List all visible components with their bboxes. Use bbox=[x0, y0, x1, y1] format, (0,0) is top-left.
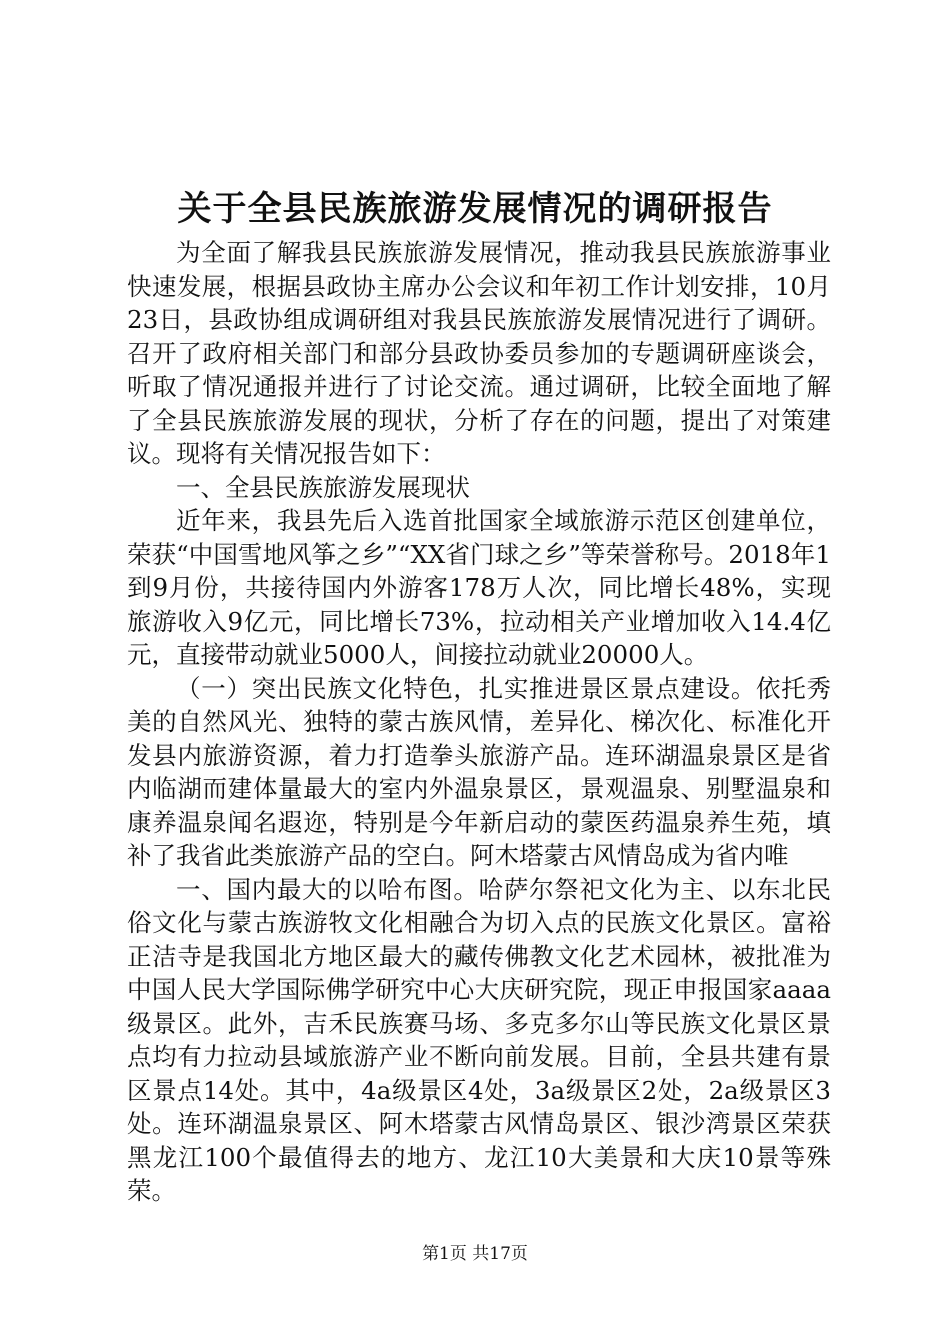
intro-paragraph: 为全面了解我县民族旅游发展情况，推动我县民族旅游事业快速发展，根据县政协主席办公会议和年初工作计划安排，10月23日，县政协组成调研组对我县民族旅游发展情况进行了调研。召开了政府相关部门和部分县政协委员参加的专题调研座谈会，听取了情况通报并进行了讨论交流。通过调研，比较全面地了解了全县民族旅游发展的现状，分析了存在的问题，提出了对策建议。现将有关情况报告如下： bbox=[127, 238, 831, 468]
cultural-scenic-paragraph: 一、国内最大的以哈布图。哈萨尔祭祀文化为主、以东北民俗文化与蒙古族游牧文化相融合为切入点的民族文化景区。富裕正洁寺是我国北方地区最大的藏传佛教文化艺术园林，被批准为中国人民大学国际佛学研究中心大庆研究院，现正申报国家aaaa级景区。此外，吉禾民族赛马场、多克多尔山等民族文化景区景点均有力拉动县域旅游产业不断向前发展。目前，全县共建有景区景点14处。其中，4a级景区4处，3a级景区2处，2a级景区3处。连环湖温泉景区、阿木塔蒙古风情岛景区、银沙湾景区荣获黑龙江100个最值得去的地方、龙江10大美景和大庆10景等殊荣。 bbox=[127, 874, 831, 1205]
document-body bbox=[127, 236, 831, 1208]
section-heading-status: 一、全县民族旅游发展现状 bbox=[176, 472, 470, 502]
page-number-footer: 第1页 共17页 bbox=[422, 1244, 528, 1264]
document-title: 关于全县民族旅游发展情况的调研报告 bbox=[177, 189, 773, 229]
scenic-spots-paragraph: （一）突出民族文化特色，扎实推进景区景点建设。依托秀美的自然风光、独特的蒙古族风情，差异化、梯次化、标准化开发县内旅游资源，着力打造拳头旅游产品。连环湖温泉景区是省内临湖而建体量最大的室内外温泉景区，景观温泉、别墅温泉和康养温泉闻名遐迩，特别是今年新启动的蒙医药温泉养生苑，填补了我省此类旅游产品的空白。阿木塔蒙古风情岛成为省内唯 bbox=[127, 673, 831, 870]
status-paragraph: 近年来，我县先后入选首批国家全域旅游示范区创建单位，荣获“中国雪地风筝之乡”“XX省门球之乡”等荣誉称号。2018年1到9月份，共接待国内外游客178万人次，同比增长48%，实现旅游收入9亿元，同比增长73%，拉动相关产业增加收入14.4亿元，直接带动就业5000人，间接拉动就业20000人。 bbox=[127, 506, 831, 669]
